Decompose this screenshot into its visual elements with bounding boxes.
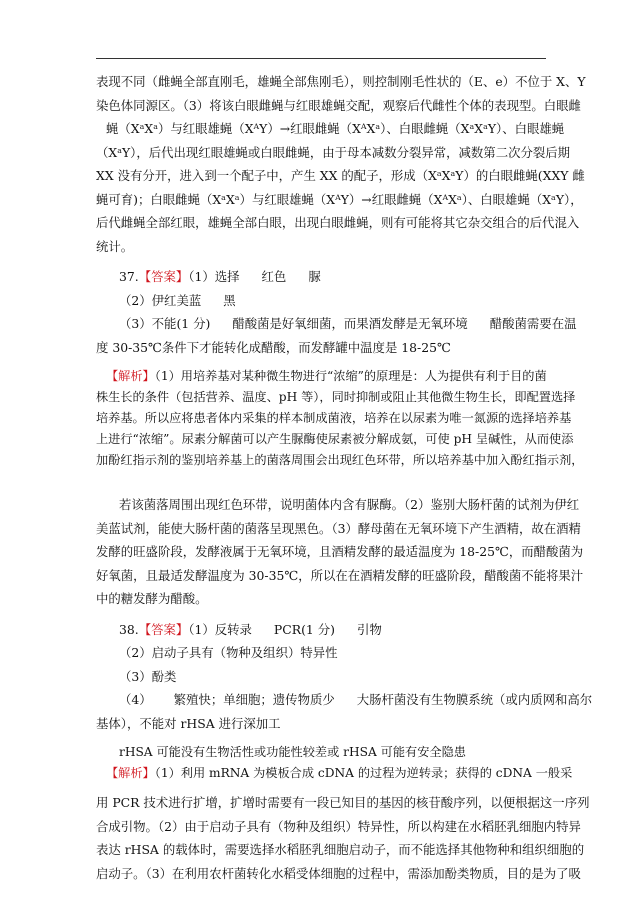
text-line: （XᵃY），后代出现红眼雄蝇或白眼雌蝇，由于母本减数分裂异常，减数第二次分裂后期 (96, 144, 571, 160)
analysis-tag: 【解析】 (106, 369, 155, 383)
text-line: 表达 rHSA 的载体时，需要选择水稻胚乳细胞启动子，而不能选择其他物种和组织细胞的 (96, 842, 585, 857)
text-line: 启动子。（3）在利用农杆菌转化水稻受体细胞的过程中，需添加酚类物质，目的是为了吸 (96, 865, 581, 881)
answer-text: （3）不能(1 分) (119, 316, 211, 331)
text-line: 上进行“浓缩”。尿素分解菌可以产生脲酶使尿素被分解成氨，可使 pH 呈碱性，从而使添 (96, 432, 574, 446)
intro-paragraph (96, 70, 586, 258)
text-line: XX 没有分开，进入到一个配子中，产生 XX 的配子，形成（XᵃXᵃY）的白眼雌蝇(XXY 雌 (96, 168, 585, 183)
answer-text: 红色 (261, 269, 287, 284)
text-line: 统计。 (96, 238, 134, 254)
answer-text: 醋酸菌是好氧细菌，而果酒发酵是无氧环境 (232, 316, 468, 331)
text-line: 好氧菌，且最适发酵温度为 30-35℃，所以在在酒精发酵的旺盛阶段，醋酸菌不能将果汁 (96, 567, 584, 583)
text-line: 加酚红指示剂的鉴别培养基上的菌落周围会出现红色环带，所以培养基中加入酚红指示剂， (96, 453, 584, 467)
text-line: 后代雌蝇全部红眼，雄蝇全部白眼，出现白眼雌蝇，则有可能将其它杂交组合的后代混入 (96, 215, 580, 230)
analysis-tag: 【解析】 (106, 766, 155, 780)
text-line: 培养基。所以应将患者体内采集的样本制成菌液，培养在以尿素为唯一氮源的选择培养基 (96, 411, 572, 425)
text-line: 美蓝试剂，能使大肠杆菌的菌落呈现黑色。（3）酵母菌在无氧环境下产生酒精，故在酒精 (96, 520, 581, 536)
text-line: 若该菌落周围出现红色环带，说明菌体内含有脲酶。（2）鉴别大肠杆菌的试剂为伊红 (119, 497, 580, 512)
text-line: 株生长的条件（包括营养、温度、pH 等），同时抑制或阻止其他微生物生长，即配置选择 (96, 390, 576, 404)
q38-analysis-first-line (96, 763, 573, 784)
q38-answer-line-1 (96, 618, 552, 642)
text-line: 基体），不能对 rHSA 进行深加工 (96, 715, 281, 731)
answer-text: （2）伊红美蓝 (119, 292, 202, 308)
question-37 (96, 265, 584, 611)
text-line: （2）启动子具有（物种及组织）特异性 (119, 645, 338, 660)
question-number: 37. (119, 269, 139, 284)
answer-text: 大肠杆菌没有生物膜系统（或内质网和高尔 (356, 692, 593, 707)
analysis-text: （1）用培养基对某种微生物进行“浓缩”的原理是：人为提供有利于目的菌 (154, 369, 547, 383)
header-rule (96, 58, 546, 59)
answer-text: （1）反转录 (188, 621, 252, 637)
text-line: 用 PCR 技术进行扩增，扩增时需要有一段已知目的基因的核苷酸序列，以便根据这一序列 (96, 795, 590, 810)
q38-answer-line-4 (96, 688, 593, 712)
answer-text: 引物 (356, 621, 382, 637)
question-number: 38. (119, 621, 139, 637)
answer-text: 繁殖快；单细胞；遗传物质少 (173, 692, 335, 707)
answer-text: 黑 (223, 292, 236, 308)
answer-text: 醋酸菌需要在温 (489, 316, 577, 331)
q37-answer-line-3 (96, 312, 577, 336)
text-line: rHSA 可能没有生物活性或功能性较差或 rHSA 可能有安全隐患 (119, 745, 466, 759)
text-line: 度 30-35℃条件下才能转化成醋酸，而发酵罐中温度是 18-25℃ (96, 339, 451, 355)
answer-text: PCR(1 分) (273, 621, 335, 637)
answer-tag: 【答案】 (138, 269, 189, 284)
answer-text: （1）选择 (188, 269, 240, 284)
text-line: 染色体同源区。（3）将该白眼雌蝇与红眼雄蝇交配，观察后代雌性个体的表现型。白眼雌 (96, 97, 581, 113)
q37-answer-line-1 (96, 265, 552, 289)
q37-answer-line-2 (96, 289, 552, 313)
text-line: 合成引物。（2）由于启动子具有（物种及组织）特异性，所以构建在水稻胚乳细胞内特异 (96, 818, 581, 834)
text-line: 蝇（XᵃXᵃ）与红眼雄蝇（XᴬY）→红眼雌蝇（XᴬXᵃ）、白眼雌蝇（XᵃXᵃY）、白眼雄蝇 (106, 121, 565, 136)
text-line: 中的糖发酵为醋酸。 (96, 591, 208, 606)
text-line: 蝇可育)；白眼雌蝇（XᵃXᵃ）与红眼雄蝇（XᴬY）→红眼雌蝇（XᴬXᵃ）、白眼雄蝇（XᵃY）， (96, 191, 583, 207)
analysis-text: （1）利用 mRNA 为模板合成 cDNA 的过程为逆转录；获得的 cDNA 一般采 (154, 766, 573, 780)
text-line: 发酵的旺盛阶段，发酵液属于无氧环境，且酒精发酵的最适温度为 18-25℃，而醋酸菌为 (96, 544, 584, 559)
text-line: 表现不同（雌蝇全部直刚毛，雄蝇全部焦刚毛），则控制刚毛性状的（E、e）不位于 X、Y (96, 74, 586, 89)
question-38 (96, 618, 593, 886)
answer-text: （4） (119, 692, 152, 707)
answer-text: 脲 (308, 269, 321, 284)
q37-analysis-first-line (96, 366, 552, 387)
answer-tag: 【答案】 (138, 621, 189, 637)
page-content (96, 70, 593, 885)
text-line: （3）酚类 (119, 668, 177, 684)
